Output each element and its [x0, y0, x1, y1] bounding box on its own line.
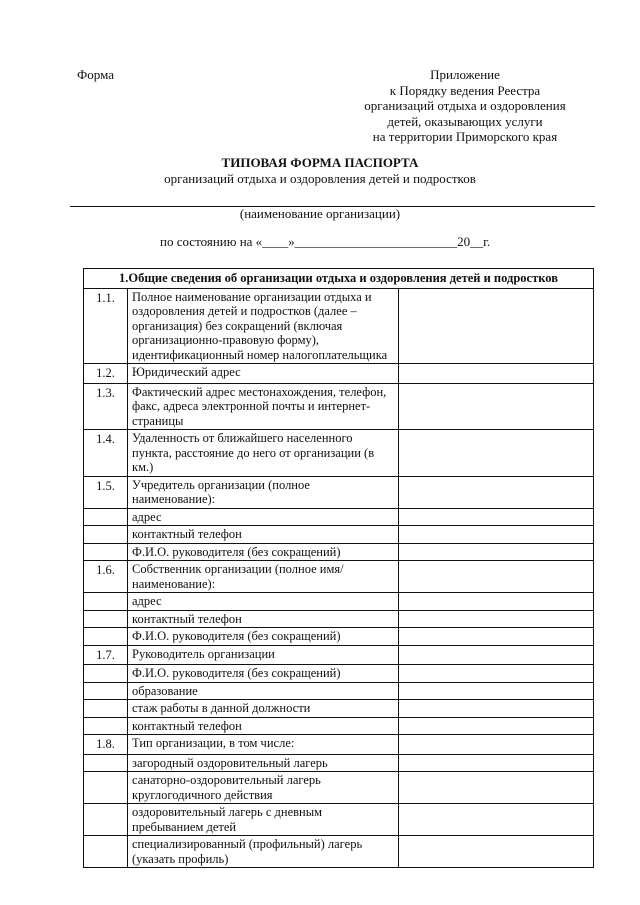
- table-row: [84, 508, 594, 526]
- table-row: [84, 430, 594, 477]
- row-value-cell[interactable]: [399, 543, 594, 561]
- row-value-cell[interactable]: [399, 383, 594, 430]
- row-value-cell[interactable]: [399, 508, 594, 526]
- row-label: Ф.И.О. руководителя (без сокращений): [128, 665, 399, 683]
- row-label: контактный телефон: [128, 526, 399, 544]
- table-row: [84, 610, 594, 628]
- row-value-cell[interactable]: [399, 610, 594, 628]
- row-label: оздоровительный лагерь с дневным пребыванием детей: [128, 804, 399, 836]
- section-header-row: [84, 269, 594, 289]
- row-value-cell[interactable]: [399, 735, 594, 755]
- row-label: санаторно-оздоровительный лагерь круглогодичного действия: [128, 772, 399, 804]
- row-label: Юридический адрес: [128, 364, 399, 384]
- row-number: [84, 754, 128, 772]
- table-row: [84, 526, 594, 544]
- appendix-line: Приложение: [430, 67, 500, 82]
- appendix-line: организаций отдыха и оздоровления: [364, 98, 566, 113]
- row-number: [84, 610, 128, 628]
- row-value-cell[interactable]: [399, 772, 594, 804]
- row-label: адрес: [128, 593, 399, 611]
- row-number: [84, 665, 128, 683]
- row-number: 1.8.: [84, 735, 128, 755]
- row-number: [84, 804, 128, 836]
- table-row: [84, 561, 594, 593]
- row-number: 1.2.: [84, 364, 128, 384]
- row-label: Удаленность от ближайшего населенного пункта, расстояние до него от организации (в км.): [128, 430, 399, 477]
- row-label: Учредитель организации (полное наименование):: [128, 476, 399, 508]
- table-row: [84, 476, 594, 508]
- row-value-cell[interactable]: [399, 700, 594, 718]
- row-value-cell[interactable]: [399, 526, 594, 544]
- table-row: [84, 665, 594, 683]
- document-subtitle: организаций отдыха и оздоровления детей и подростков: [164, 171, 476, 186]
- row-value-cell[interactable]: [399, 476, 594, 508]
- table-row: [84, 383, 594, 430]
- document-title: ТИПОВАЯ ФОРМА ПАСПОРТА: [221, 155, 419, 170]
- table-row: [84, 700, 594, 718]
- form-label: Форма: [77, 67, 114, 82]
- row-label: загородный оздоровительный лагерь: [128, 754, 399, 772]
- row-label: Полное наименование организации отдыха и оздоровления детей и подростков (далее – организация) без сокращений (включая организационно-правовую форму), идентификационный номер налогоплательщика: [128, 288, 399, 364]
- row-number: [84, 700, 128, 718]
- row-value-cell[interactable]: [399, 364, 594, 384]
- row-value-cell[interactable]: [399, 754, 594, 772]
- organization-name-caption: (наименование организации): [239, 206, 401, 221]
- table-row: [84, 645, 594, 665]
- table-row: [84, 735, 594, 755]
- row-number: [84, 593, 128, 611]
- row-value-cell[interactable]: [399, 804, 594, 836]
- passport-table: [83, 268, 594, 868]
- row-label: Ф.И.О. руководителя (без сокращений): [128, 628, 399, 646]
- row-value-cell[interactable]: [399, 645, 594, 665]
- table-row: [84, 682, 594, 700]
- table-row: [84, 628, 594, 646]
- row-value-cell[interactable]: [399, 717, 594, 735]
- row-number: [84, 836, 128, 868]
- table-row: [84, 804, 594, 836]
- row-label: Фактический адрес местонахождения, телефон, факс, адреса электронной почты и интернет-страницы: [128, 383, 399, 430]
- row-value-cell[interactable]: [399, 561, 594, 593]
- table-row: [84, 288, 594, 364]
- table-row: [84, 543, 594, 561]
- row-number: [84, 682, 128, 700]
- row-number: [84, 717, 128, 735]
- table-row: [84, 717, 594, 735]
- row-number: [84, 628, 128, 646]
- row-number: 1.3.: [84, 383, 128, 430]
- row-number: [84, 526, 128, 544]
- passport-table-wrapper: [83, 268, 594, 868]
- row-label: специализированный (профильный) лагерь (указать профиль): [128, 836, 399, 868]
- row-number: 1.4.: [84, 430, 128, 477]
- table-row: [84, 593, 594, 611]
- row-value-cell[interactable]: [399, 430, 594, 477]
- as-of-date-line: по состоянию на «____»_________________________20__г.: [160, 234, 491, 249]
- table-row: [84, 364, 594, 384]
- appendix-line: к Порядку ведения Реестра: [389, 82, 541, 98]
- row-label: Собственник организации (полное имя/наименование):: [128, 561, 399, 593]
- appendix-line: на территории Приморского края: [372, 129, 558, 144]
- row-label: образование: [128, 682, 399, 700]
- row-label: контактный телефон: [128, 610, 399, 628]
- table-row: [84, 772, 594, 804]
- appendix-line: детей, оказывающих услуги: [387, 113, 543, 129]
- row-value-cell[interactable]: [399, 288, 594, 364]
- row-label: контактный телефон: [128, 717, 399, 735]
- row-number: [84, 772, 128, 804]
- row-label: адрес: [128, 508, 399, 526]
- row-value-cell[interactable]: [399, 593, 594, 611]
- row-number: [84, 543, 128, 561]
- row-number: 1.6.: [84, 561, 128, 593]
- row-value-cell[interactable]: [399, 628, 594, 646]
- row-label: Тип организации, в том числе:: [128, 735, 399, 755]
- row-value-cell[interactable]: [399, 665, 594, 683]
- row-number: 1.7.: [84, 645, 128, 665]
- row-label: Руководитель организации: [128, 645, 399, 665]
- table-row: [84, 754, 594, 772]
- row-number: 1.1.: [84, 288, 128, 364]
- row-label: Ф.И.О. руководителя (без сокращений): [128, 543, 399, 561]
- row-label: стаж работы в данной должности: [128, 700, 399, 718]
- appendix-block: [340, 67, 590, 145]
- row-number: 1.5.: [84, 476, 128, 508]
- row-number: [84, 508, 128, 526]
- row-value-cell[interactable]: [399, 836, 594, 868]
- row-value-cell[interactable]: [399, 682, 594, 700]
- section-title: 1.Общие сведения об организации отдыха и оздоровления детей и подростков: [84, 269, 594, 289]
- table-row: [84, 836, 594, 868]
